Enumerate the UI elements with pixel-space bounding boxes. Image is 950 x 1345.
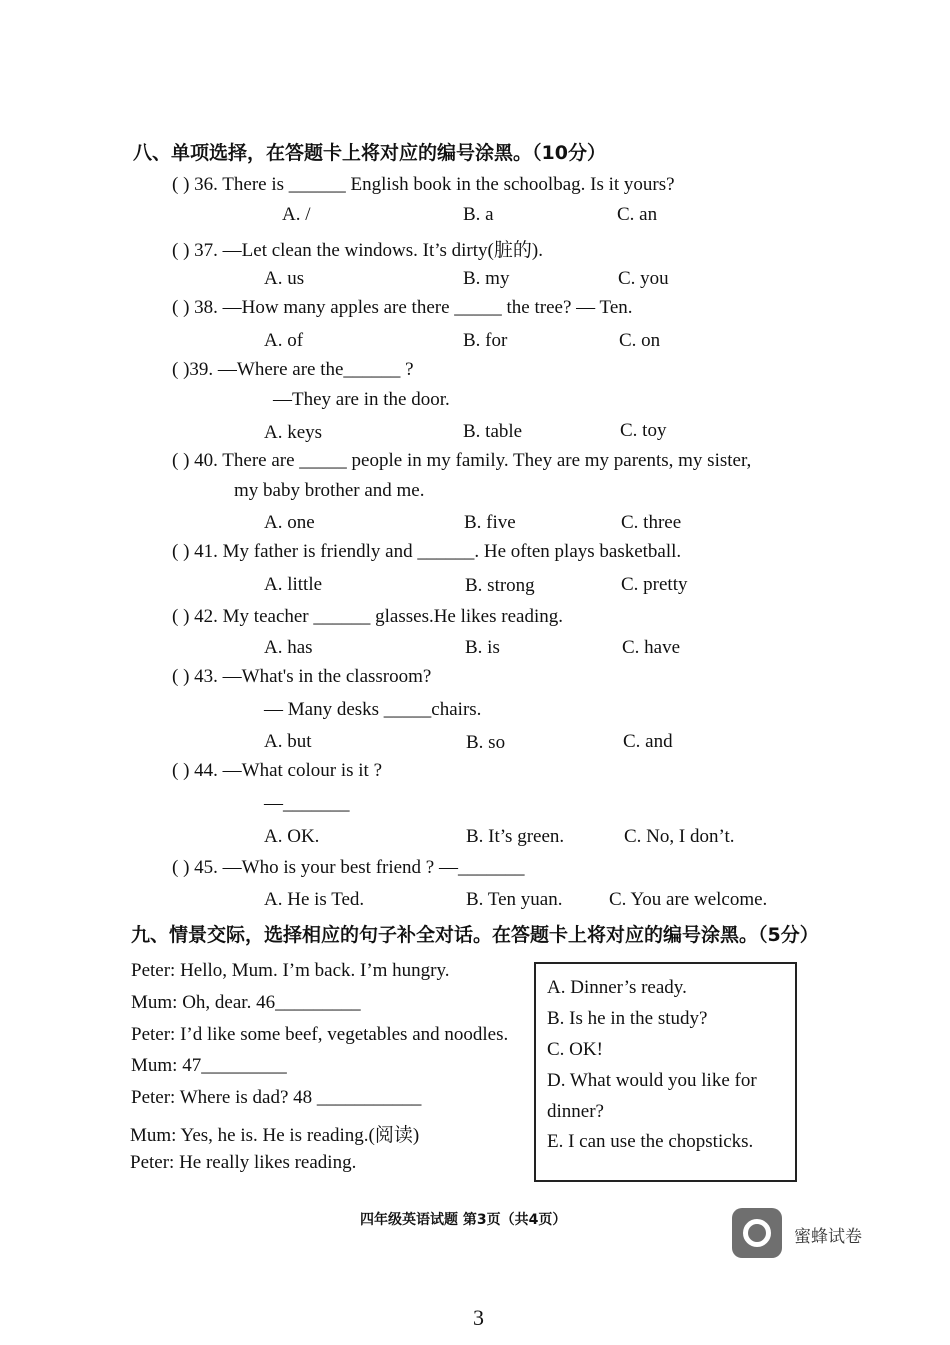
- question-43-answer-line: — Many desks _____chairs.: [264, 699, 482, 720]
- q44-option-c: C. No, I don’t.: [624, 826, 735, 847]
- dialogue-line: Mum: 47_________: [131, 1055, 287, 1076]
- q44-option-b: B. It’s green.: [466, 826, 565, 847]
- q43-option-b: B. so: [466, 732, 506, 753]
- brand-name: 蜜蜂试卷: [794, 1227, 862, 1247]
- q42-option-b: B. is: [465, 637, 500, 658]
- q36-option-c: C. an: [617, 204, 658, 225]
- q37-option-a: A. us: [264, 268, 305, 289]
- q38-option-c: C. on: [619, 330, 661, 351]
- q45-option-b: B. Ten yuan.: [466, 889, 563, 910]
- q39-option-c: C. toy: [620, 420, 667, 441]
- option-d-continuation: dinner?: [547, 1101, 604, 1122]
- dialogue-line: Peter: Where is dad? 48 ___________: [131, 1087, 422, 1108]
- q39-option-b: B. table: [463, 421, 523, 442]
- option-e: E. I can use the chopsticks.: [547, 1131, 754, 1152]
- q38-option-b: B. for: [463, 330, 508, 351]
- brand-logo-icon: [732, 1208, 782, 1258]
- question-40: ( ) 40. There are _____ people in my family. They are my parents, my sister,: [172, 450, 752, 471]
- q36-option-a: A. /: [282, 204, 311, 225]
- dialogue-line: Mum: Yes, he is. He is reading.(阅读): [130, 1125, 420, 1146]
- dialogue-line: Mum: Oh, dear. 46_________: [131, 992, 361, 1013]
- option-d: D. What would you like for: [547, 1070, 757, 1091]
- q37-option-b: B. my: [463, 268, 510, 289]
- page-footer: 四年级英语试题 第3页（共4页）: [360, 1212, 567, 1228]
- question-39-answer-line: —They are in the door.: [273, 389, 450, 410]
- question-44: ( ) 44. —What colour is it ?: [172, 760, 383, 781]
- question-36: ( ) 36. There is ______ English book in the schoolbag. Is it yours?: [172, 174, 675, 195]
- q40-option-b: B. five: [464, 512, 516, 533]
- q44-option-a: A. OK.: [264, 826, 320, 847]
- q42-option-c: C. have: [622, 637, 681, 658]
- q45-option-a: A. He is Ted.: [264, 889, 365, 910]
- question-44-answer-line: —_______: [264, 793, 350, 814]
- option-a: A. Dinner’s ready.: [547, 977, 687, 998]
- question-39: ( )39. —Where are the______ ?: [172, 359, 414, 380]
- q42-option-a: A. has: [264, 637, 313, 658]
- q43-option-c: C. and: [623, 731, 673, 752]
- question-42: ( ) 42. My teacher ______ glasses.He likes reading.: [172, 606, 563, 627]
- dialogue-line: Peter: Hello, Mum. I’m back. I’m hungry.: [131, 960, 450, 981]
- option-c: C. OK!: [547, 1039, 603, 1060]
- q40-option-c: C. three: [621, 512, 682, 533]
- dialogue-line: Peter: He really likes reading.: [130, 1152, 357, 1173]
- q40-option-a: A. one: [264, 512, 315, 533]
- q45-option-c: C. You are welcome.: [609, 889, 768, 910]
- option-b: B. Is he in the study?: [547, 1008, 708, 1029]
- question-43: ( ) 43. —What's in the classroom?: [172, 666, 432, 687]
- q38-option-a: A. of: [264, 330, 304, 351]
- q36-option-b: B. a: [463, 204, 494, 225]
- question-40-continuation: my baby brother and me.: [234, 480, 425, 501]
- dialogue-line: Peter: I’d like some beef, vegetables and noodles.: [131, 1024, 509, 1045]
- q41-option-a: A. little: [264, 574, 323, 595]
- section-8-title: 八、单项选择，在答题卡上将对应的编号涂黑。（10分）: [133, 142, 606, 164]
- q43-option-a: A. but: [264, 731, 312, 752]
- q41-option-c: C. pretty: [621, 574, 688, 595]
- question-45: ( ) 45. —Who is your best friend ? —_______: [172, 857, 525, 878]
- q37-option-c: C. you: [618, 268, 669, 289]
- q39-option-a: A. keys: [264, 422, 323, 443]
- section-9-title: 九、情景交际，选择相应的句子补全对话。在答题卡上将对应的编号涂黑。（5分）: [131, 924, 819, 946]
- question-41: ( ) 41. My father is friendly and ______. He often plays basketball.: [172, 541, 682, 562]
- question-37: ( ) 37. —Let clean the windows. It’s dirty(脏的).: [172, 240, 543, 261]
- page-number: 3: [473, 1305, 484, 1330]
- q41-option-b: B. strong: [465, 575, 535, 596]
- question-38: ( ) 38. —How many apples are there _____ the tree? — Ten.: [172, 297, 633, 318]
